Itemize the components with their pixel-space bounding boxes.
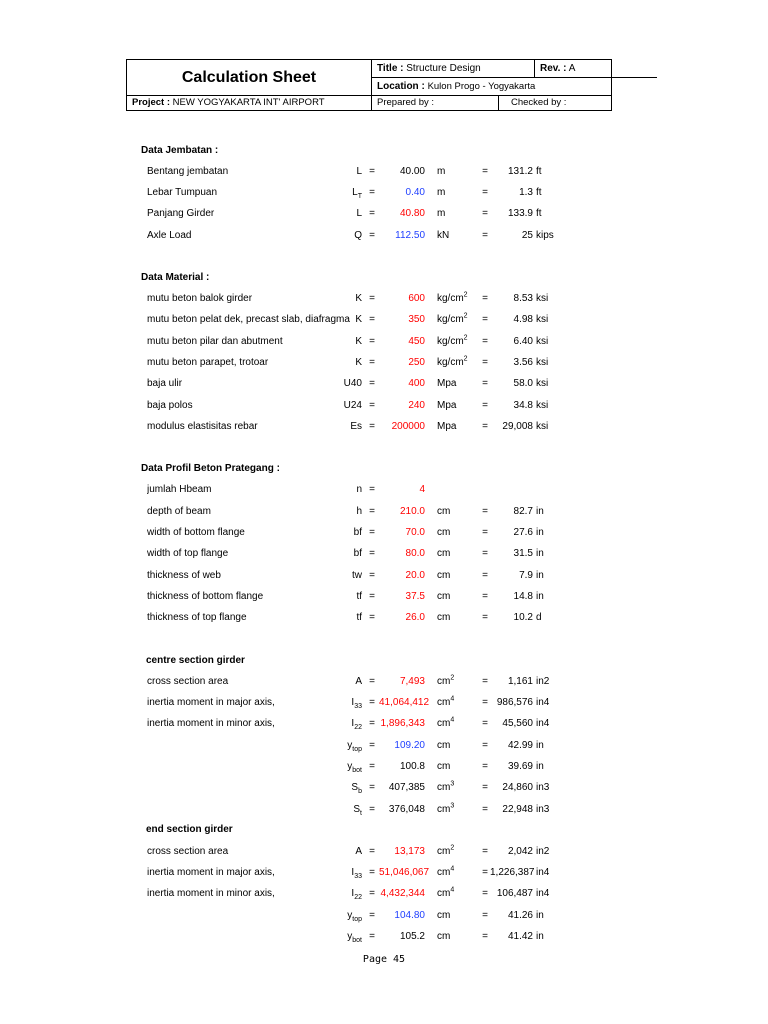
row-symbol: tf: [356, 612, 362, 623]
row-label: Panjang Girder: [147, 208, 215, 219]
row-converted-unit: ksi: [536, 357, 549, 368]
row-symbol: tw: [352, 570, 362, 581]
row-value: 250: [408, 357, 425, 368]
row-unit: Mpa: [437, 378, 457, 389]
row-equals-2: =: [482, 888, 488, 899]
data-row: [0, 866, 768, 880]
data-row: [0, 377, 768, 391]
row-converted-unit: in2: [536, 676, 550, 687]
data-row: [0, 909, 768, 923]
row-value: 407,385: [388, 782, 425, 793]
row-unit: Mpa: [437, 400, 457, 411]
row-equals: =: [369, 570, 375, 581]
row-value: 112.50: [395, 230, 425, 241]
row-equals-2: =: [482, 293, 488, 304]
row-equals-2: =: [482, 230, 488, 241]
row-converted-unit: in: [536, 506, 544, 517]
row-value: 1,896,343: [380, 718, 425, 729]
rev-value: A: [568, 63, 576, 74]
row-symbol: $y_{bot}$: [347, 931, 362, 944]
data-row: [0, 335, 768, 349]
row-converted-value: 58.0: [513, 378, 533, 389]
row-symbol: $y_{top}$: [347, 910, 362, 923]
location-label: Location :: [377, 81, 425, 92]
row-equals-2: =: [482, 697, 488, 708]
data-row: [0, 845, 768, 859]
row-converted-unit: ksi: [536, 400, 549, 411]
row-converted-unit: ksi: [536, 293, 549, 304]
data-row: [0, 590, 768, 604]
row-converted-value: 39.69: [507, 761, 533, 772]
row-equals-2: =: [482, 421, 488, 432]
row-converted-unit: in: [536, 548, 544, 559]
row-equals: =: [369, 697, 375, 708]
row-equals-2: =: [482, 910, 488, 921]
row-unit: $cm^4$: [437, 716, 455, 729]
row-symbol: $I_{22}$: [351, 718, 362, 731]
section-heading: centre section girder: [146, 655, 245, 666]
row-equals: =: [369, 591, 375, 602]
row-equals-2: =: [482, 548, 488, 559]
row-converted-unit: in4: [536, 718, 550, 729]
row-value: 26.0: [405, 612, 425, 623]
data-row: [0, 569, 768, 583]
row-unit: Mpa: [437, 421, 457, 432]
row-equals-2: =: [482, 740, 488, 751]
project-label: Project :: [132, 97, 171, 108]
row-equals-2: =: [482, 676, 488, 687]
row-converted-unit: in: [536, 591, 544, 602]
row-converted-value: 106,487: [496, 888, 533, 899]
row-label: mutu beton balok girder: [147, 293, 253, 304]
row-value: 70.0: [405, 527, 425, 538]
data-row: [0, 165, 768, 179]
row-equals: =: [369, 718, 375, 729]
row-converted-unit: ft: [536, 208, 542, 219]
row-unit: cm: [437, 740, 451, 751]
row-symbol: bf: [353, 527, 362, 538]
header-box: [126, 59, 612, 111]
row-equals: =: [369, 676, 375, 687]
row-equals: =: [369, 230, 375, 241]
row-symbol: U24: [343, 400, 362, 411]
row-symbol: K: [355, 314, 362, 325]
row-unit: m: [437, 208, 446, 219]
row-converted-value: 986,576: [496, 697, 533, 708]
row-value: 40.00: [399, 166, 425, 177]
row-converted-value: 8.53: [513, 293, 533, 304]
row-unit: $cm^4$: [437, 886, 455, 899]
row-equals-2: =: [482, 378, 488, 389]
row-value: 7,493: [399, 676, 425, 687]
row-equals: =: [369, 804, 375, 815]
row-unit: m: [437, 187, 446, 198]
title-label: Title :: [377, 63, 404, 74]
row-symbol: $L_T$: [352, 187, 362, 200]
row-converted-unit: ft: [536, 166, 542, 177]
section-heading: Data Profil Beton Prategang :: [141, 463, 280, 474]
row-converted-unit: in: [536, 570, 544, 581]
data-row: [0, 781, 768, 795]
row-converted-value: 82.7: [513, 506, 533, 517]
row-label: inertia moment in minor axis,: [147, 718, 275, 729]
row-label: modulus elastisitas rebar: [147, 421, 258, 432]
row-equals-2: =: [482, 570, 488, 581]
row-label: thickness of bottom flange: [147, 591, 264, 602]
row-converted-value: 41.26: [507, 910, 533, 921]
row-unit: $kg/cm^2$: [437, 334, 468, 347]
row-equals: =: [369, 208, 375, 219]
checked-cell: [499, 96, 611, 110]
data-row: [0, 292, 768, 306]
row-value: 104.80: [394, 910, 425, 921]
row-converted-value: 7.9: [519, 570, 533, 581]
row-label: cross section area: [147, 676, 229, 687]
row-equals: =: [369, 484, 375, 495]
row-converted-unit: in3: [536, 782, 550, 793]
data-row: [0, 229, 768, 243]
row-unit: $kg/cm^2$: [437, 355, 468, 368]
row-converted-unit: ft: [536, 187, 542, 198]
row-equals: =: [369, 867, 375, 878]
row-value: 37.5: [405, 591, 425, 602]
row-equals-2: =: [482, 846, 488, 857]
row-equals-2: =: [482, 782, 488, 793]
row-symbol: tf: [356, 591, 362, 602]
row-label: thickness of web: [147, 570, 221, 581]
row-equals-2: =: [482, 357, 488, 368]
row-symbol: Q: [354, 230, 362, 241]
row-value: 105.2: [399, 931, 425, 942]
row-converted-unit: in4: [536, 697, 550, 708]
data-row: [0, 505, 768, 519]
row-converted-unit: in: [536, 527, 544, 538]
row-equals: =: [369, 888, 375, 899]
row-value: 350: [408, 314, 425, 325]
row-unit: $kg/cm^2$: [437, 312, 468, 325]
row-value: 4,432,344: [380, 888, 425, 899]
row-value: 400: [408, 378, 425, 389]
row-value: 4: [419, 484, 425, 495]
row-equals-2: =: [482, 166, 488, 177]
row-value: 376,048: [388, 804, 425, 815]
row-symbol: L: [356, 208, 362, 219]
row-unit: cm: [437, 548, 451, 559]
row-converted-unit: in4: [536, 888, 550, 899]
data-row: [0, 611, 768, 625]
row-label: mutu beton pilar dan abutment: [147, 336, 283, 347]
row-label: inertia moment in major axis,: [147, 867, 275, 878]
row-value: 41,064,412: [379, 697, 430, 708]
row-converted-unit: in2: [536, 846, 550, 857]
row-label: jumlah Hbeam: [147, 484, 212, 495]
row-label: width of top flange: [147, 548, 229, 559]
data-row: [0, 739, 768, 753]
row-equals-2: =: [482, 612, 488, 623]
row-equals-2: =: [482, 527, 488, 538]
row-symbol: K: [355, 293, 362, 304]
row-label: baja ulir: [147, 378, 183, 389]
row-converted-value: 29,008: [502, 421, 533, 432]
data-row: [0, 675, 768, 689]
row-converted-value: 3.56: [513, 357, 533, 368]
row-converted-unit: in4: [536, 867, 550, 878]
row-equals: =: [369, 910, 375, 921]
row-symbol: $I_{33}$: [351, 697, 362, 710]
row-label: depth of beam: [147, 506, 211, 517]
data-row: [0, 313, 768, 327]
row-equals-2: =: [482, 400, 488, 411]
row-converted-value: 42.99: [507, 740, 533, 751]
row-symbol: K: [355, 336, 362, 347]
row-unit: cm: [437, 591, 451, 602]
row-unit: $kg/cm^2$: [437, 291, 468, 304]
project-cell: [127, 96, 372, 110]
row-equals-2: =: [482, 336, 488, 347]
row-symbol: $y_{bot}$: [347, 761, 362, 774]
row-value: 0.40: [405, 187, 425, 198]
row-label: thickness of top flange: [147, 612, 247, 623]
row-equals: =: [369, 740, 375, 751]
row-symbol: n: [356, 484, 362, 495]
checked-label: Checked by :: [511, 97, 567, 108]
row-unit: $cm^2$: [437, 674, 455, 687]
section-heading: end section girder: [146, 824, 233, 835]
row-equals: =: [369, 527, 375, 538]
row-unit: $cm^3$: [437, 802, 455, 815]
row-label: Axle Load: [147, 230, 192, 241]
row-equals: =: [369, 336, 375, 347]
row-converted-unit: in: [536, 931, 544, 942]
data-row: [0, 399, 768, 413]
row-equals-2: =: [482, 804, 488, 815]
row-converted-value: 133.9: [507, 208, 533, 219]
data-row: [0, 356, 768, 370]
title-value: Structure Design: [406, 63, 481, 74]
row-equals: =: [369, 378, 375, 389]
row-converted-unit: in3: [536, 804, 550, 815]
data-row: [0, 803, 768, 817]
row-unit: $cm^3$: [437, 780, 455, 793]
row-unit: cm: [437, 506, 451, 517]
row-label: inertia moment in major axis,: [147, 697, 275, 708]
row-converted-value: 45,560: [502, 718, 533, 729]
row-value: 109.20: [394, 740, 425, 751]
row-converted-unit: ksi: [536, 314, 549, 325]
row-converted-value: 41.42: [507, 931, 533, 942]
row-label: Lebar Tumpuan: [147, 187, 218, 198]
rev-label: Rev. :: [540, 63, 567, 74]
location-value: Kulon Progo - Yogyakarta: [427, 81, 536, 92]
row-converted-unit: in: [536, 740, 544, 751]
row-converted-value: 131.2: [507, 166, 533, 177]
row-equals-2: =: [482, 506, 488, 517]
row-symbol: bf: [353, 548, 362, 559]
row-symbol: $I_{33}$: [351, 867, 362, 880]
row-unit: cm: [437, 931, 451, 942]
row-equals: =: [369, 548, 375, 559]
row-converted-value: 34.8: [513, 400, 533, 411]
data-row: [0, 207, 768, 221]
rev-cell: [534, 60, 611, 78]
row-converted-value: 22,948: [502, 804, 533, 815]
row-label: mutu beton parapet, trotoar: [147, 357, 269, 368]
row-equals-2: =: [482, 867, 488, 878]
section-heading: Data Jembatan :: [141, 145, 219, 156]
row-equals: =: [369, 761, 375, 772]
row-equals-2: =: [482, 591, 488, 602]
row-value: 20.0: [405, 570, 425, 581]
row-value: 80.0: [405, 548, 425, 559]
row-converted-unit: in: [536, 910, 544, 921]
data-row: [0, 887, 768, 901]
row-converted-value: 24,860: [502, 782, 533, 793]
data-row: [0, 696, 768, 710]
row-converted-value: 1,161: [507, 676, 533, 687]
row-converted-value: 25: [521, 230, 533, 241]
row-equals: =: [369, 421, 375, 432]
prepared-label: Prepared by :: [377, 97, 435, 108]
row-value: 210.0: [399, 506, 425, 517]
row-equals: =: [369, 931, 375, 942]
row-converted-unit: d: [536, 612, 542, 623]
sheet-title: Calculation Sheet: [127, 60, 372, 96]
row-converted-unit: ksi: [536, 421, 549, 432]
row-converted-value: 1.3: [519, 187, 533, 198]
data-row: [0, 483, 768, 497]
row-equals: =: [369, 314, 375, 325]
row-equals-2: =: [482, 718, 488, 729]
data-row: [0, 526, 768, 540]
row-label: Bentang jembatan: [147, 166, 229, 177]
data-row: [0, 420, 768, 434]
row-equals: =: [369, 187, 375, 198]
row-symbol: $S_b$: [351, 782, 362, 795]
row-value: 240: [408, 400, 425, 411]
row-label: mutu beton pelat dek, precast slab, diafragma: [147, 314, 350, 325]
row-symbol: K: [355, 357, 362, 368]
row-symbol: L: [356, 166, 362, 177]
row-symbol: A: [355, 676, 362, 687]
row-equals-2: =: [482, 314, 488, 325]
row-label: inertia moment in minor axis,: [147, 888, 275, 899]
row-value: 450: [408, 336, 425, 347]
row-converted-value: 27.6: [513, 527, 533, 538]
row-label: width of bottom flange: [147, 527, 245, 538]
row-converted-value: 4.98: [513, 314, 533, 325]
row-value: 100.8: [399, 761, 425, 772]
row-converted-value: 10.2: [513, 612, 533, 623]
row-symbol: $S_t$: [353, 804, 362, 817]
row-symbol: $y_{top}$: [347, 740, 362, 753]
row-unit: $cm^4$: [437, 695, 455, 708]
row-converted-value: 6.40: [513, 336, 533, 347]
data-row: [0, 760, 768, 774]
row-converted-unit: ksi: [536, 336, 549, 347]
data-row: [0, 186, 768, 200]
prepared-cell: [372, 96, 499, 110]
row-unit: m: [437, 166, 446, 177]
row-value: 200000: [391, 421, 425, 432]
row-equals: =: [369, 293, 375, 304]
row-unit: kN: [437, 230, 450, 241]
row-unit: cm: [437, 910, 451, 921]
row-equals: =: [369, 846, 375, 857]
row-symbol: U40: [343, 378, 362, 389]
row-value: 600: [408, 293, 425, 304]
row-converted-value: 14.8: [513, 591, 533, 602]
row-label: baja polos: [147, 400, 193, 411]
row-equals: =: [369, 612, 375, 623]
row-symbol: Es: [350, 421, 362, 432]
row-unit: cm: [437, 570, 451, 581]
data-row: [0, 930, 768, 944]
row-unit: cm: [437, 527, 451, 538]
row-equals: =: [369, 400, 375, 411]
data-row: [0, 717, 768, 731]
row-unit: $cm^2$: [437, 844, 455, 857]
row-value: 40.80: [399, 208, 425, 219]
row-converted-value: 1,226,387: [490, 867, 535, 878]
row-label: cross section area: [147, 846, 229, 857]
row-equals: =: [369, 166, 375, 177]
row-unit: cm: [437, 761, 451, 772]
row-symbol: A: [355, 846, 362, 857]
row-unit: cm: [437, 612, 451, 623]
row-symbol: h: [356, 506, 362, 517]
title-cell: [372, 60, 657, 78]
row-value: 13,173: [394, 846, 425, 857]
row-symbol: $I_{22}$: [351, 888, 362, 901]
section-heading: Data Material :: [141, 272, 210, 283]
row-equals: =: [369, 782, 375, 793]
row-converted-value: 2,042: [507, 846, 533, 857]
row-unit: $cm^4$: [437, 865, 455, 878]
row-converted-unit: ksi: [536, 378, 549, 389]
row-equals-2: =: [482, 761, 488, 772]
row-equals: =: [369, 357, 375, 368]
row-converted-unit: in: [536, 761, 544, 772]
project-value: NEW YOGYAKARTA INT' AIRPORT: [172, 97, 325, 108]
row-equals-2: =: [482, 208, 488, 219]
data-row: [0, 547, 768, 561]
row-equals: =: [369, 506, 375, 517]
row-converted-unit: kips: [536, 230, 554, 241]
location-cell: [372, 78, 611, 96]
row-value: 51,046,067: [379, 867, 430, 878]
row-equals-2: =: [482, 187, 488, 198]
row-converted-value: 31.5: [513, 548, 533, 559]
row-equals-2: =: [482, 931, 488, 942]
page-number: Page 45: [362, 954, 406, 965]
